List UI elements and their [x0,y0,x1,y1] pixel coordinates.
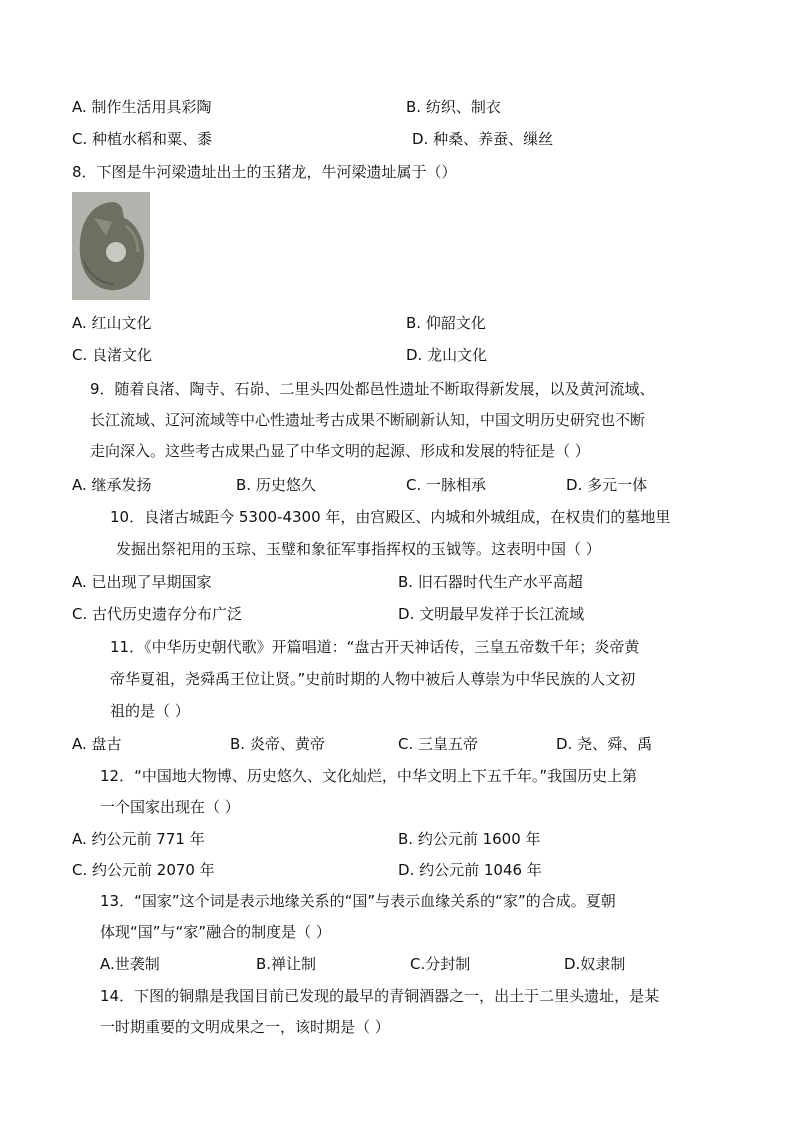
q9-option-b: B. 历史悠久 [236,476,316,494]
q10-option-b: B. 旧石器时代生产水平高超 [398,573,583,591]
q10-option-d: D. 文明最早发祥于长江流域 [398,605,585,623]
q10-option-c: C. 古代历史遗存分布广泛 [72,605,243,623]
q8-stem: 8．下图是牛河梁遗址出土的玉猪龙，牛河梁遗址属于（） [72,163,457,181]
q12-option-a: A. 约公元前 771 年 [72,830,205,848]
q11-option-c: C. 三皇五帝 [398,735,479,753]
q12-stem-line-2: 一个国家出现在（ ） [100,798,240,816]
q7-option-b: B. 纺织、制衣 [406,98,501,116]
q9-stem-line-3: 走向深入。这些考古成果凸显了中华文明的起源、形成和发展的特征是（ ） [90,442,590,460]
q13-option-b: B.禅让制 [256,955,317,973]
q13-stem-line-1: 13．“国家”这个词是表示地缘关系的“国”与表示血缘关系的“家”的合成。夏朝 [100,892,616,910]
q10-stem-line-2: 发掘出祭祀用的玉琮、玉璧和象征军事指挥权的玉钺等。这表明中国（ ） [116,540,601,558]
q8-option-a: A. 红山文化 [72,314,152,332]
q7-option-a: A. 制作生活用具彩陶 [72,98,212,116]
q11-option-a: A. 盘古 [72,735,122,753]
q10-option-a: A. 已出现了早期国家 [72,573,212,591]
q11-option-b: B. 炎帝、黄帝 [230,735,325,753]
q7-option-c: C. 种植水稻和粟、黍 [72,130,213,148]
q14-stem-line-1: 14．下图的铜鼎是我国目前已发现的最早的青铜酒器之一，出土于二里头遗址，是某 [100,987,660,1005]
q12-option-d: D. 约公元前 1046 年 [398,861,542,879]
q12-option-c: C. 约公元前 2070 年 [72,861,215,879]
q13-option-d: D.奴隶制 [564,955,626,973]
q10-stem-line-1: 10．良渚古城距今 5300-4300 年，由宫殿区、内城和外城组成，在权贵们的墓地里 [110,508,671,526]
q8-option-b: B. 仰韶文化 [406,314,486,332]
q9-stem-line-2: 长江流域、辽河流域等中心性遗址考古成果不断刷新认知，中国文明历史研究也不断 [90,411,646,429]
q9-option-c: C. 一脉相承 [406,476,487,494]
q9-stem-line-1: 9．随着良渚、陶寺、石峁、二里头四处都邑性遗址不断取得新发展，以及黄河流域、 [90,380,655,398]
q11-option-d: D. 尧、舜、禹 [556,735,653,753]
q13-option-a: A.世袭制 [100,955,160,973]
q12-stem-line-1: 12．“中国地大物博、历史悠久、文化灿烂，中华文明上下五千年。”我国历史上第 [100,767,638,785]
q13-option-c: C.分封制 [410,955,471,973]
q8-option-d: D. 龙山文化 [406,346,488,364]
q7-option-d: D. 种桑、养蚕、缫丝 [412,130,554,148]
q11-stem-line-1: 11．《中华历史朝代歌》开篇唱道：“盘古开天神话传，三皇五帝数千年；炎帝黄 [110,638,640,656]
q9-option-d: D. 多元一体 [566,476,648,494]
q11-stem-line-3: 祖的是（ ） [110,702,190,720]
jade-pig-dragon-icon [72,192,150,300]
q9-option-a: A. 继承发扬 [72,476,152,494]
q12-option-b: B. 约公元前 1600 年 [398,830,541,848]
q14-stem-line-2: 一时期重要的文明成果之一，该时期是（ ） [100,1018,390,1036]
q8-option-c: C. 良渚文化 [72,346,153,364]
q13-stem-line-2: 体现“国”与“家”融合的制度是（ ） [100,923,331,941]
q11-stem-line-2: 帝华夏祖，尧舜禹王位让贤。”史前时期的人物中被后人尊崇为中华民族的人文初 [110,670,636,688]
jade-pig-dragon-image [72,192,150,300]
